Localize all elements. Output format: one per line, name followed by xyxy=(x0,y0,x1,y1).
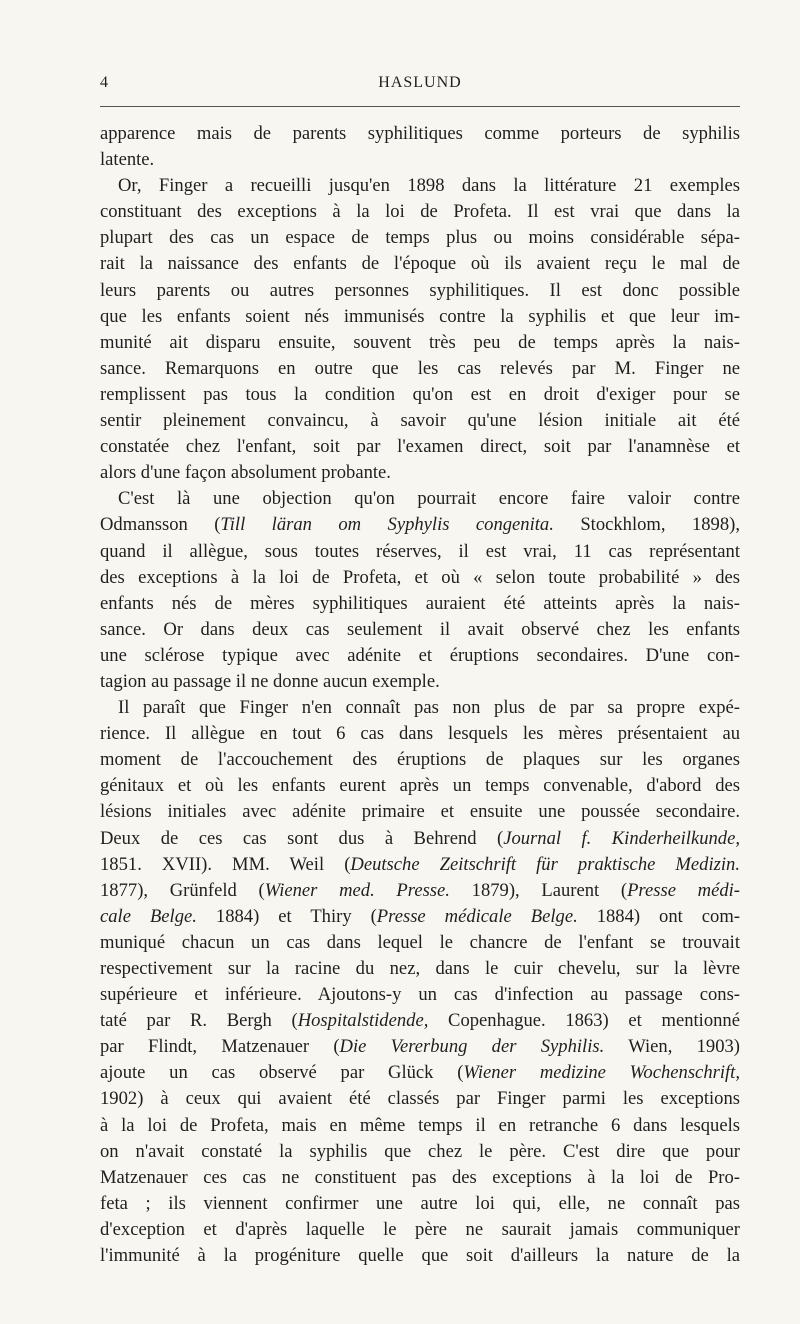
text-line: une sclérose typique avec adénite et éruptions secondaires. D'une con- xyxy=(100,644,740,666)
text-line: constituant des exceptions à la loi de Profeta. Il est vrai que dans la xyxy=(100,201,740,223)
italic-title: Hospitalstidende, xyxy=(297,1010,429,1032)
italic-title: Die Vererbung der Syphilis. xyxy=(339,1036,605,1058)
italic-title: cale Belge. xyxy=(100,905,197,927)
text-line: des exceptions à la loi de Profeta, et où « selon toute probabilité » des xyxy=(100,566,740,588)
text-line: d'exception et d'après laquelle le père ne saurait jamais communiquer xyxy=(100,1218,740,1240)
text-line: 1902) à ceux qui avaient été classés par Finger parmi les exceptions xyxy=(100,1088,740,1110)
text-line: à la loi de Profeta, mais en même temps il en retranche 6 dans lesquels xyxy=(100,1114,740,1136)
text-line: ajoute un cas observé par Glück (Wiener medizine Wochenschrift, xyxy=(100,1062,740,1084)
text-line: munité ait disparu ensuite, souvent très peu de temps après la nais- xyxy=(100,331,740,353)
page xyxy=(100,70,740,1269)
text-line: taté par R. Bergh (Hospitalstidende, Copenhague. 1863) et mentionné xyxy=(100,1010,740,1032)
italic-title: Wiener med. Presse. xyxy=(264,879,450,901)
text-line: rience. Il allègue en tout 6 cas dans lesquels les mères présentaient au xyxy=(100,723,740,745)
text-line: respectivement sur la racine du nez, dans le cuir chevelu, sur la lèvre xyxy=(100,958,740,979)
running-head xyxy=(100,70,740,98)
text-line: Or, Finger a recueilli jusqu'en 1898 dans la littérature 21 exemples xyxy=(118,175,740,197)
text-line: que les enfants soient nés immunisés contre la syphilis et que leur im- xyxy=(100,305,740,327)
text-line: latente. xyxy=(100,149,155,171)
text-line: l'immunité à la progéniture quelle que soit d'ailleurs la nature de la xyxy=(100,1245,740,1267)
text-line: sentir pleinement convaincu, à savoir qu'une lésion initiale ait été xyxy=(100,410,740,432)
text-line: Odmansson (Till läran om Syphylis congenita. Stockhlom, 1898), xyxy=(100,514,740,536)
text-line: lésions initiales avec adénite primaire et ensuite une poussée secondaire. xyxy=(100,801,740,823)
text-line: génitaux et où les enfants eurent après un temps convenable, d'abord des xyxy=(100,775,740,797)
text-line: remplissent pas tous la condition qu'on est en droit d'exiger pour se xyxy=(100,383,740,405)
text-line: Deux de ces cas sont dus à Behrend (Journal f. Kinderheilkunde, xyxy=(100,827,740,849)
text-line: par Flindt, Matzenauer (Die Vererbung der Syphilis. Wien, 1903) xyxy=(100,1036,740,1058)
page-number: 4 xyxy=(100,74,109,91)
text-line: supérieure et inférieure. Ajoutons-y un cas d'infection au passage cons- xyxy=(100,984,740,1006)
italic-title: Presse médi- xyxy=(627,879,740,901)
italic-title: Till läran om Syphylis congenita. xyxy=(220,514,554,536)
text-line: Matzenauer ces cas ne constituent pas des exceptions à la loi de Pro- xyxy=(100,1166,740,1188)
italic-title: Presse médicale Belge. xyxy=(376,905,578,927)
text-line: constatée chez l'enfant, soit par l'examen direct, soit par l'anamnèse et xyxy=(100,436,740,458)
text-line: enfants nés de mères syphilitiques auraient été atteints après la nais- xyxy=(100,592,740,614)
text-line: C'est là une objection qu'on pourrait encore faire valoir contre xyxy=(118,488,740,510)
text-line: on n'avait constaté la syphilis que chez le père. C'est dire que pour xyxy=(100,1140,740,1162)
text-line: Il paraît que Finger n'en connaît pas non plus de par sa propre expé- xyxy=(118,697,740,719)
italic-title: Wiener medizine Wochenschrift, xyxy=(463,1062,740,1084)
italic-title: Deutsche Zeitschrift für praktische Medizin. xyxy=(350,853,740,875)
header-rule xyxy=(100,106,740,107)
text-line: feta ; ils viennent confirmer une autre loi qui, elle, ne connaît pas xyxy=(100,1192,740,1214)
text-line: 1851. XVII). MM. Weil (Deutsche Zeitschrift für praktische Medizin. xyxy=(100,853,740,875)
text-line: plupart des cas un espace de temps plus ou moins considérable sépa- xyxy=(100,227,740,249)
italic-title: Journal f. Kinderheilkunde, xyxy=(503,827,740,849)
text-line: rait la naissance des enfants de l'époque où ils avaient reçu le mal de xyxy=(100,253,740,275)
text-line: sance. Or dans deux cas seulement il avait observé chez les enfants xyxy=(100,618,740,640)
text-line: tagion au passage il ne donne aucun exemple. xyxy=(100,670,440,692)
running-title: HASLUND xyxy=(378,74,462,91)
text-line: cale Belge. 1884) et Thiry (Presse médicale Belge. 1884) ont com- xyxy=(100,905,740,927)
text-line: moment de l'accouchement des éruptions de plaques sur les organes xyxy=(100,749,740,771)
text-line: quand il allègue, sous toutes réserves, il est vrai, 11 cas représentant xyxy=(100,540,740,562)
text-line: 1877), Grünfeld (Wiener med. Presse. 1879), Laurent (Presse médi- xyxy=(100,879,740,901)
body-text xyxy=(100,121,740,1269)
text-line: sance. Remarquons en outre que les cas relevés par M. Finger ne xyxy=(100,357,740,379)
text-line: alors d'une façon absolument probante. xyxy=(100,462,391,484)
text-line: muniqué chacun un cas dans lequel le chancre de l'enfant se trouvait xyxy=(100,931,740,953)
text-line: leurs parents ou autres personnes syphilitiques. Il est donc possible xyxy=(100,279,740,301)
text-line: apparence mais de parents syphilitiques comme porteurs de syphilis xyxy=(100,123,740,144)
